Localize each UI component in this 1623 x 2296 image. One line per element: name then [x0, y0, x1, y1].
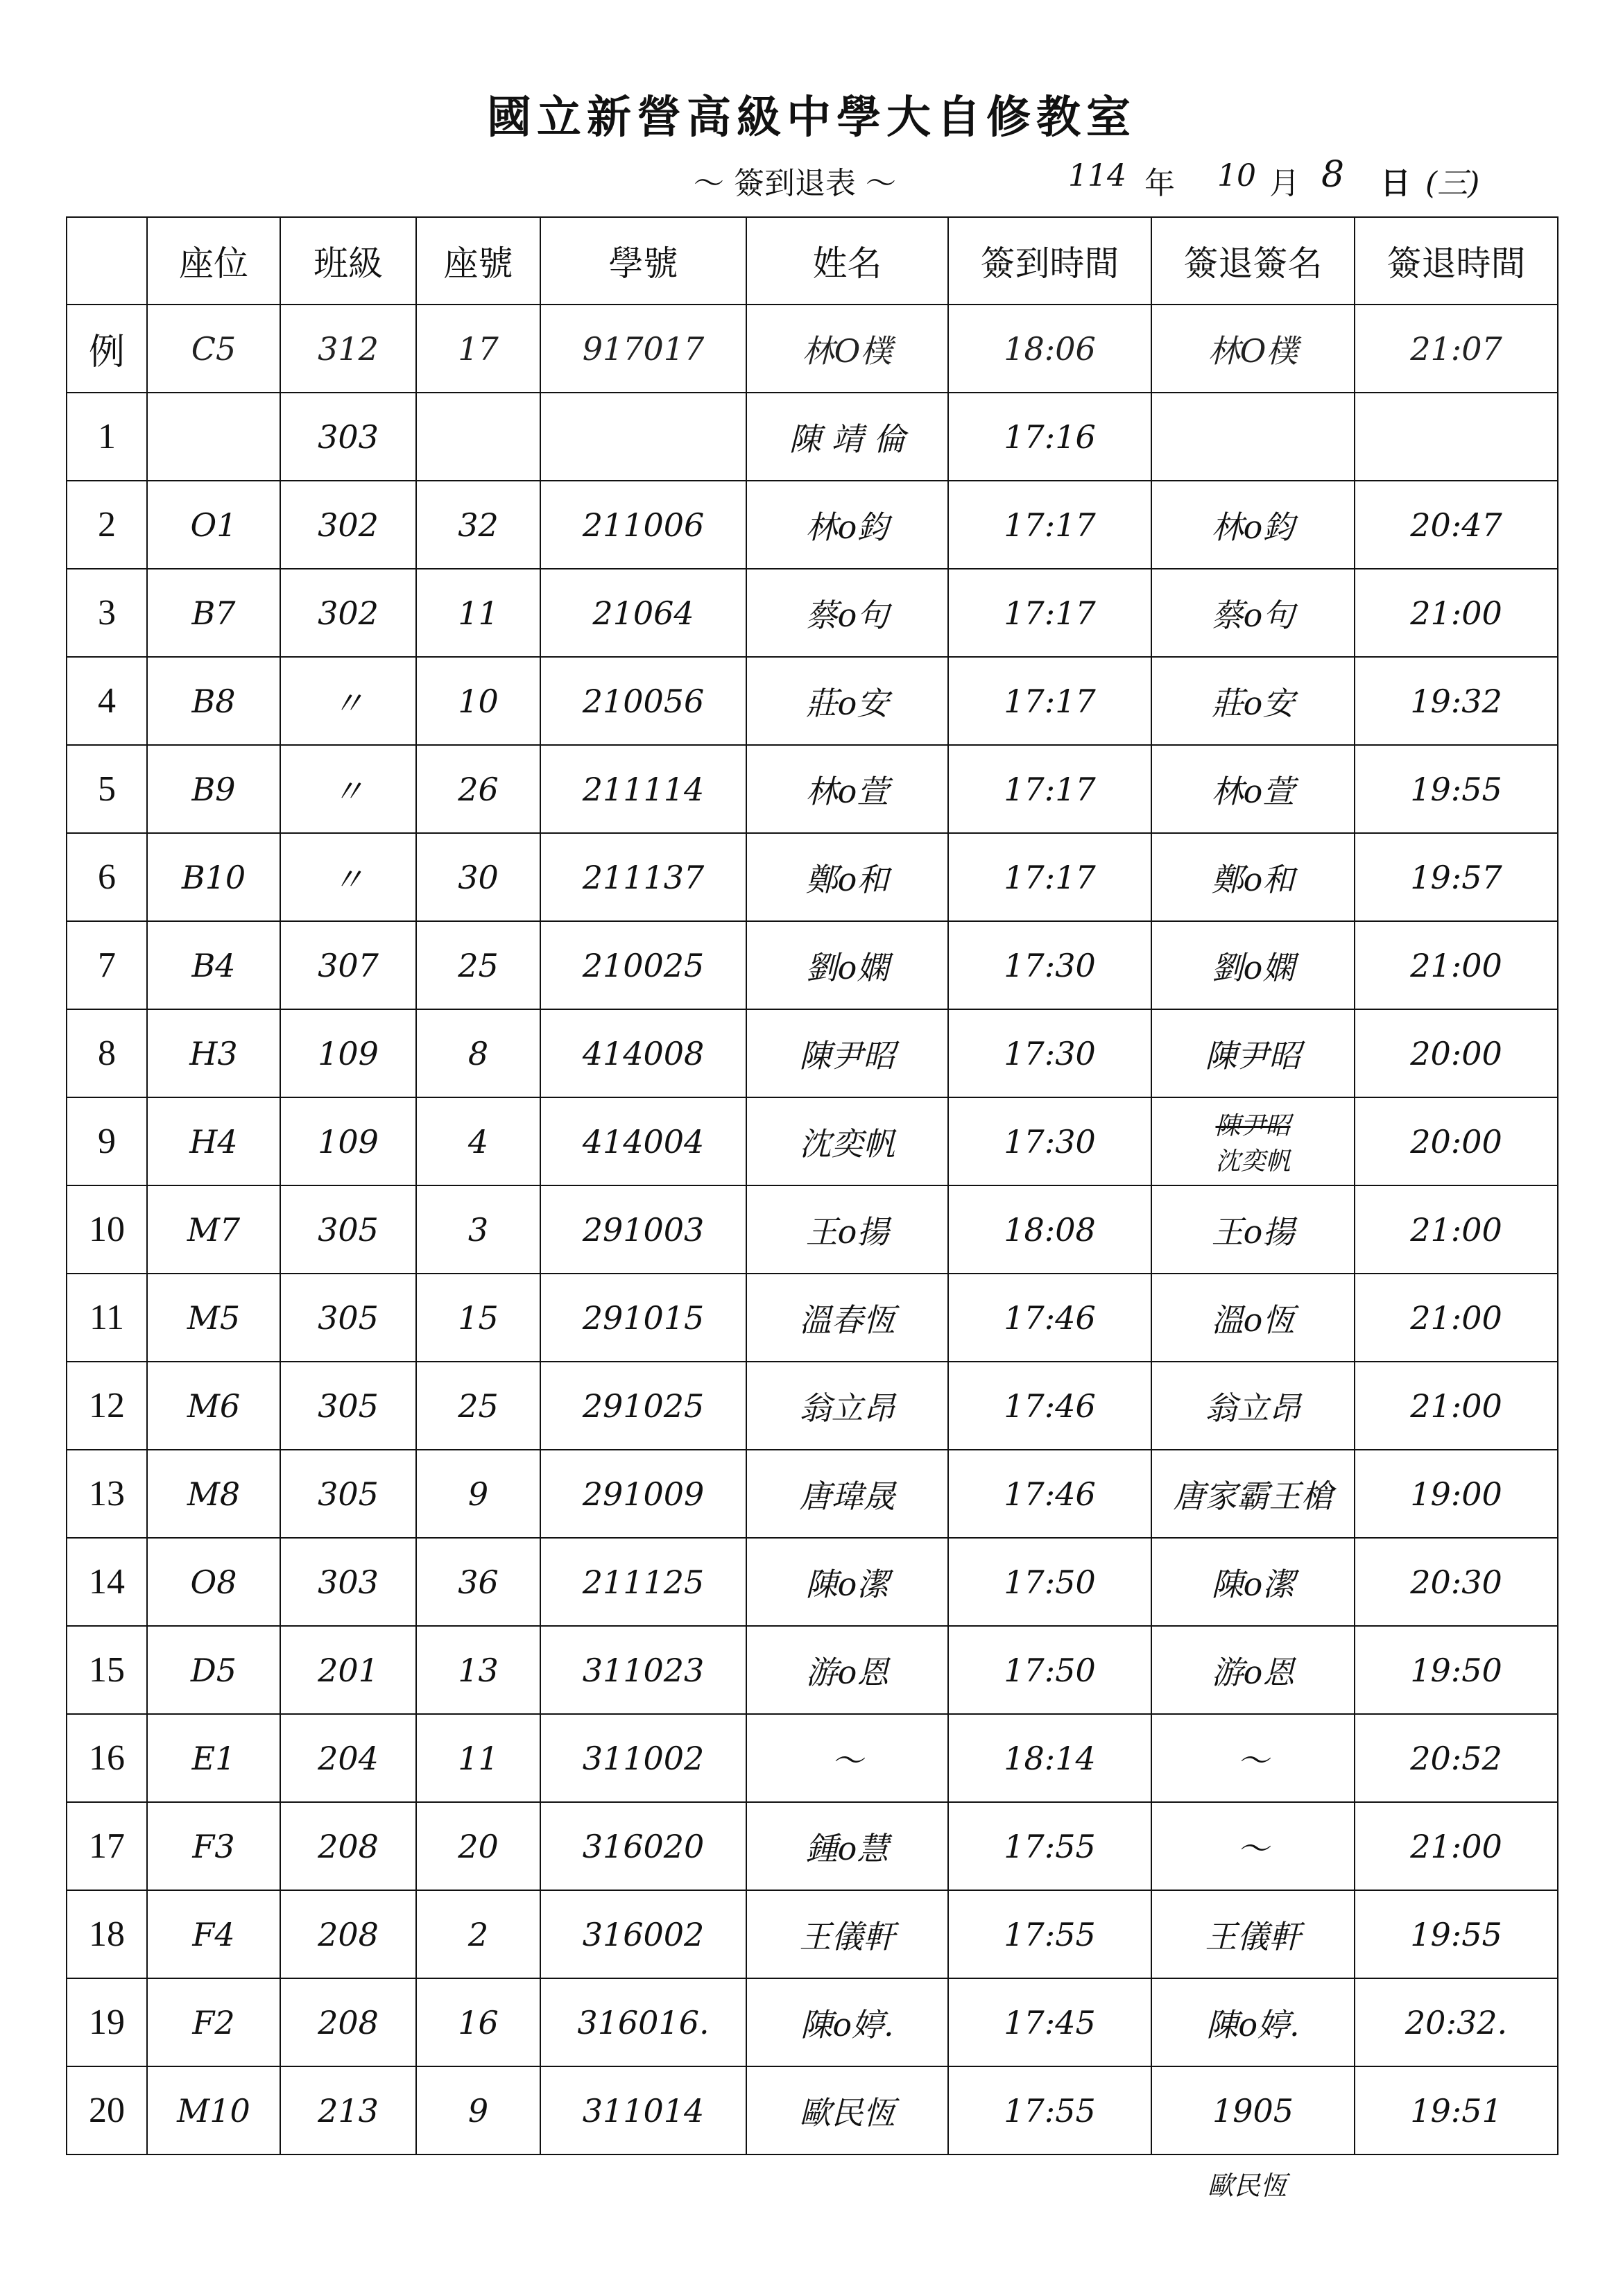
name-cell: ～ — [746, 1714, 948, 1802]
sign-out-time-cell: 19:55 — [1355, 1890, 1558, 1978]
sign-in-time-cell: 17:55 — [948, 2066, 1151, 2154]
class-cell: 213 — [280, 2066, 416, 2154]
name-cell: 陳o婷. — [746, 1978, 948, 2066]
student-id-cell — [540, 393, 746, 481]
class-cell: 109 — [280, 1097, 416, 1185]
row-number: 4 — [67, 657, 147, 745]
student-id-cell: 414008 — [540, 1009, 746, 1097]
sign-out-signature-cell: 莊o安 — [1151, 657, 1355, 745]
table-row — [67, 745, 1558, 833]
seat-number-cell: 13 — [416, 1626, 540, 1714]
date-year: 114 — [1068, 158, 1126, 194]
sign-out-time-cell: 19:57 — [1355, 833, 1558, 921]
seat-number-cell: 17 — [416, 305, 540, 393]
seat-number-cell — [416, 393, 540, 481]
seat-cell: O1 — [147, 481, 280, 569]
seat-number-cell: 20 — [416, 1802, 540, 1890]
student-id-cell: 311014 — [540, 2066, 746, 2154]
name-cell: 鄭o和 — [746, 833, 948, 921]
class-cell: 312 — [280, 305, 416, 393]
sign-out-signature-cell: 翁立昂 — [1151, 1362, 1355, 1450]
seat-number-cell: 30 — [416, 833, 540, 921]
header-row — [67, 217, 1558, 305]
class-cell: 208 — [280, 1890, 416, 1978]
student-id-cell: 291003 — [540, 1185, 746, 1274]
table-row — [67, 1802, 1558, 1890]
row-number: 3 — [67, 569, 147, 657]
sign-in-time-cell: 17:16 — [948, 393, 1151, 481]
row-number: 例 — [67, 305, 147, 393]
name-cell: 劉o嫻 — [746, 921, 948, 1009]
class-cell: 307 — [280, 921, 416, 1009]
sign-in-out-table — [66, 216, 1558, 2201]
seat-cell: M6 — [147, 1362, 280, 1450]
sign-in-time-cell: 17:17 — [948, 481, 1151, 569]
student-id-cell: 291009 — [540, 1450, 746, 1538]
name-cell: 歐民恆 — [746, 2066, 948, 2154]
sign-out-time-cell: 20:00 — [1355, 1097, 1558, 1185]
signature-text: 沈奕帆 — [1215, 1147, 1291, 1176]
seat-number-cell: 9 — [416, 2066, 540, 2154]
sign-in-time-cell: 17:17 — [948, 657, 1151, 745]
sign-out-signature-cell: 游o恩 — [1151, 1626, 1355, 1714]
class-cell: 〃 — [280, 833, 416, 921]
header-index — [67, 217, 147, 305]
sign-out-signature-cell: 陳o潔 — [1151, 1538, 1355, 1626]
sign-in-time-cell: 17:30 — [948, 1097, 1151, 1185]
sign-out-time-cell: 21:00 — [1355, 1185, 1558, 1274]
sign-in-time-cell: 17:30 — [948, 921, 1151, 1009]
header-student-id: 學號 — [540, 217, 746, 305]
row-number: 8 — [67, 1009, 147, 1097]
sign-in-time-cell: 17:46 — [948, 1450, 1151, 1538]
name-cell: 沈奕帆 — [746, 1097, 948, 1185]
seat-cell: B8 — [147, 657, 280, 745]
date-month: 10 — [1217, 158, 1256, 194]
sign-out-time-cell: 19:51 — [1355, 2066, 1558, 2154]
seat-number-cell: 25 — [416, 1362, 540, 1450]
subtitle: ～ 簽到退表 ～ — [694, 166, 896, 201]
seat-cell — [147, 393, 280, 481]
sign-out-signature-cell — [1151, 1097, 1355, 1185]
class-cell: 303 — [280, 1538, 416, 1626]
table-row — [67, 1714, 1558, 1802]
table-row — [67, 393, 1558, 481]
sign-out-signature-cell: 劉o嫻 — [1151, 921, 1355, 1009]
table-row — [67, 833, 1558, 921]
seat-cell: M5 — [147, 1274, 280, 1362]
class-cell: 302 — [280, 569, 416, 657]
row-number: 9 — [67, 1097, 147, 1185]
row-number: 10 — [67, 1185, 147, 1274]
table-row — [67, 2066, 1558, 2154]
sign-out-time-cell: 19:55 — [1355, 745, 1558, 833]
seat-number-cell: 11 — [416, 1714, 540, 1802]
seat-cell: F2 — [147, 1978, 280, 2066]
seat-cell: M10 — [147, 2066, 280, 2154]
table-row — [67, 1009, 1558, 1097]
student-id-cell: 211125 — [540, 1538, 746, 1626]
seat-number-cell: 11 — [416, 569, 540, 657]
sign-out-signature-cell: ～ — [1151, 1802, 1355, 1890]
row-number: 7 — [67, 921, 147, 1009]
row-number: 19 — [67, 1978, 147, 2066]
row-number: 17 — [67, 1802, 147, 1890]
class-cell: 201 — [280, 1626, 416, 1714]
sign-in-time-cell: 18:08 — [948, 1185, 1151, 1274]
seat-cell: F4 — [147, 1890, 280, 1978]
signature-below: 歐民恆 — [1208, 2170, 1287, 2201]
table-row — [67, 1978, 1558, 2066]
table-row — [67, 921, 1558, 1009]
name-cell: 唐瑋晟 — [746, 1450, 948, 1538]
class-cell: 〃 — [280, 657, 416, 745]
example-row — [67, 305, 1558, 393]
sign-out-signature-cell: 溫o恆 — [1151, 1274, 1355, 1362]
sign-out-signature-cell — [1151, 393, 1355, 481]
name-cell: 翁立昂 — [746, 1362, 948, 1450]
seat-number-cell: 10 — [416, 657, 540, 745]
name-cell: 蔡o句 — [746, 569, 948, 657]
seat-cell: M7 — [147, 1185, 280, 1274]
student-id-cell: 291025 — [540, 1362, 746, 1450]
student-id-cell: 311023 — [540, 1626, 746, 1714]
sign-out-time-cell: 21:00 — [1355, 569, 1558, 657]
row-number: 11 — [67, 1274, 147, 1362]
sign-out-signature-cell: 王儀軒 — [1151, 1890, 1355, 1978]
sign-in-time-cell: 17:50 — [948, 1538, 1151, 1626]
seat-number-cell: 32 — [416, 481, 540, 569]
student-id-cell: 291015 — [540, 1274, 746, 1362]
student-id-cell: 211137 — [540, 833, 746, 921]
row-number: 20 — [67, 2066, 147, 2154]
name-cell: 陳尹昭 — [746, 1009, 948, 1097]
seat-cell: F3 — [147, 1802, 280, 1890]
table-row — [67, 1890, 1558, 1978]
sign-in-time-cell: 17:30 — [948, 1009, 1151, 1097]
sign-out-signature-cell: 林O樸 — [1151, 305, 1355, 393]
struck-signature: 陳尹昭 — [1215, 1111, 1291, 1140]
sign-out-time-cell: 20:32. — [1355, 1978, 1558, 2066]
table-row — [67, 1362, 1558, 1450]
header-sign-in-time: 簽到時間 — [948, 217, 1151, 305]
table-row — [67, 569, 1558, 657]
sign-out-time-cell: 21:00 — [1355, 1802, 1558, 1890]
class-cell: 208 — [280, 1802, 416, 1890]
class-cell: 208 — [280, 1978, 416, 2066]
sign-out-time-cell: 20:52 — [1355, 1714, 1558, 1802]
name-cell: 游o恩 — [746, 1626, 948, 1714]
seat-number-cell: 3 — [416, 1185, 540, 1274]
sign-out-signature-cell — [1151, 2066, 1355, 2201]
seat-cell: D5 — [147, 1626, 280, 1714]
table-row — [67, 657, 1558, 745]
seat-number-cell: 4 — [416, 1097, 540, 1185]
header-class: 班級 — [280, 217, 416, 305]
seat-cell: B9 — [147, 745, 280, 833]
header-name: 姓名 — [746, 217, 948, 305]
sign-in-time-cell: 17:50 — [948, 1626, 1151, 1714]
table-row — [67, 1450, 1558, 1538]
row-number: 18 — [67, 1890, 147, 1978]
row-number: 2 — [67, 481, 147, 569]
sign-out-signature-cell: 王o揚 — [1151, 1185, 1355, 1274]
seat-number-cell: 36 — [416, 1538, 540, 1626]
student-id-cell: 316016. — [540, 1978, 746, 2066]
sign-out-time-cell: 19:50 — [1355, 1626, 1558, 1714]
class-cell: 305 — [280, 1185, 416, 1274]
sign-in-time-cell: 17:45 — [948, 1978, 1151, 2066]
sign-in-time-cell: 18:14 — [948, 1714, 1151, 1802]
seat-number-cell: 8 — [416, 1009, 540, 1097]
class-cell: 305 — [280, 1450, 416, 1538]
date-weekday: (三) — [1425, 166, 1480, 201]
name-cell: 陳o潔 — [746, 1538, 948, 1626]
sign-in-time-cell: 18:06 — [948, 305, 1151, 393]
sign-out-time-cell: 20:47 — [1355, 481, 1558, 569]
table-row — [67, 1097, 1558, 1185]
student-id-cell: 211114 — [540, 745, 746, 833]
seat-number-cell: 25 — [416, 921, 540, 1009]
sign-out-signature-cell: 陳尹昭 — [1151, 1009, 1355, 1097]
seat-cell: H3 — [147, 1009, 280, 1097]
seat-cell: M8 — [147, 1450, 280, 1538]
student-id-cell: 210025 — [540, 921, 746, 1009]
seat-cell: B4 — [147, 921, 280, 1009]
header-seat-number: 座號 — [416, 217, 540, 305]
date-day-label: 日 — [1380, 166, 1411, 201]
sign-out-signature-cell: ～ — [1151, 1714, 1355, 1802]
class-cell: 〃 — [280, 745, 416, 833]
name-cell: 王o揚 — [746, 1185, 948, 1274]
row-number: 6 — [67, 833, 147, 921]
class-cell: 303 — [280, 393, 416, 481]
student-id-cell: 316020 — [540, 1802, 746, 1890]
sign-in-time-cell: 17:55 — [948, 1890, 1151, 1978]
sign-out-time-cell — [1355, 393, 1558, 481]
class-cell: 109 — [280, 1009, 416, 1097]
date-month-label: 月 — [1269, 166, 1300, 201]
sign-out-signature-cell: 鄭o和 — [1151, 833, 1355, 921]
class-cell: 305 — [280, 1362, 416, 1450]
student-id-cell: 917017 — [540, 305, 746, 393]
seat-number-cell: 2 — [416, 1890, 540, 1978]
name-cell: 陳 靖 倫 — [746, 393, 948, 481]
student-id-cell: 21064 — [540, 569, 746, 657]
header-sign-out-time: 簽退時間 — [1355, 217, 1558, 305]
name-cell: 林o鈞 — [746, 481, 948, 569]
row-number: 12 — [67, 1362, 147, 1450]
student-id-cell: 414004 — [540, 1097, 746, 1185]
table-row — [67, 1626, 1558, 1714]
sign-out-time-cell: 21:07 — [1355, 305, 1558, 393]
sign-out-signature-cell: 林o鈞 — [1151, 481, 1355, 569]
seat-cell: C5 — [147, 305, 280, 393]
seat-cell: B10 — [147, 833, 280, 921]
signature-text: 1905 — [1212, 2091, 1294, 2130]
student-id-cell: 210056 — [540, 657, 746, 745]
row-number: 13 — [67, 1450, 147, 1538]
sign-in-time-cell: 17:55 — [948, 1802, 1151, 1890]
sign-out-signature-cell: 蔡o句 — [1151, 569, 1355, 657]
header-seat: 座位 — [147, 217, 280, 305]
row-number: 14 — [67, 1538, 147, 1626]
page-title: 國立新營高級中學大自修教室 — [487, 92, 1136, 144]
seat-cell: E1 — [147, 1714, 280, 1802]
class-cell: 305 — [280, 1274, 416, 1362]
name-cell: 林O樸 — [746, 305, 948, 393]
sign-in-time-cell: 17:17 — [948, 569, 1151, 657]
sign-in-time-cell: 17:17 — [948, 745, 1151, 833]
table-row — [67, 1185, 1558, 1274]
table-row — [67, 1274, 1558, 1362]
row-number: 1 — [67, 393, 147, 481]
name-cell: 鍾o慧 — [746, 1802, 948, 1890]
sign-out-signature-cell: 林o萱 — [1151, 745, 1355, 833]
sign-out-time-cell: 21:00 — [1355, 921, 1558, 1009]
date-day: 8 — [1321, 154, 1345, 196]
header-sign-out-signature: 簽退簽名 — [1151, 217, 1355, 305]
sign-out-time-cell: 20:30 — [1355, 1538, 1558, 1626]
student-id-cell: 311002 — [540, 1714, 746, 1802]
class-cell: 302 — [280, 481, 416, 569]
seat-cell: O8 — [147, 1538, 280, 1626]
class-cell: 204 — [280, 1714, 416, 1802]
sign-in-time-cell: 17:46 — [948, 1274, 1151, 1362]
name-cell: 林o萱 — [746, 745, 948, 833]
name-cell: 莊o安 — [746, 657, 948, 745]
seat-number-cell: 26 — [416, 745, 540, 833]
row-number: 5 — [67, 745, 147, 833]
sign-in-time-cell: 17:17 — [948, 833, 1151, 921]
seat-number-cell: 15 — [416, 1274, 540, 1362]
date-year-label: 年 — [1144, 166, 1175, 201]
sign-out-time-cell: 21:00 — [1355, 1362, 1558, 1450]
sign-out-signature-cell: 唐家霸王槍 — [1151, 1450, 1355, 1538]
sign-out-signature-cell: 陳o婷. — [1151, 1978, 1355, 2066]
sign-out-time-cell: 19:32 — [1355, 657, 1558, 745]
row-number: 16 — [67, 1714, 147, 1802]
row-number: 15 — [67, 1626, 147, 1714]
student-id-cell: 316002 — [540, 1890, 746, 1978]
seat-cell: B7 — [147, 569, 280, 657]
student-id-cell: 211006 — [540, 481, 746, 569]
sign-out-time-cell: 21:00 — [1355, 1274, 1558, 1362]
sign-out-time-cell: 20:00 — [1355, 1009, 1558, 1097]
seat-cell: H4 — [147, 1097, 280, 1185]
seat-number-cell: 16 — [416, 1978, 540, 2066]
name-cell: 溫春恆 — [746, 1274, 948, 1362]
sign-in-time-cell: 17:46 — [948, 1362, 1151, 1450]
table-row — [67, 481, 1558, 569]
name-cell: 王儀軒 — [746, 1890, 948, 1978]
sign-out-time-cell: 19:00 — [1355, 1450, 1558, 1538]
seat-number-cell: 9 — [416, 1450, 540, 1538]
table-row — [67, 1538, 1558, 1626]
